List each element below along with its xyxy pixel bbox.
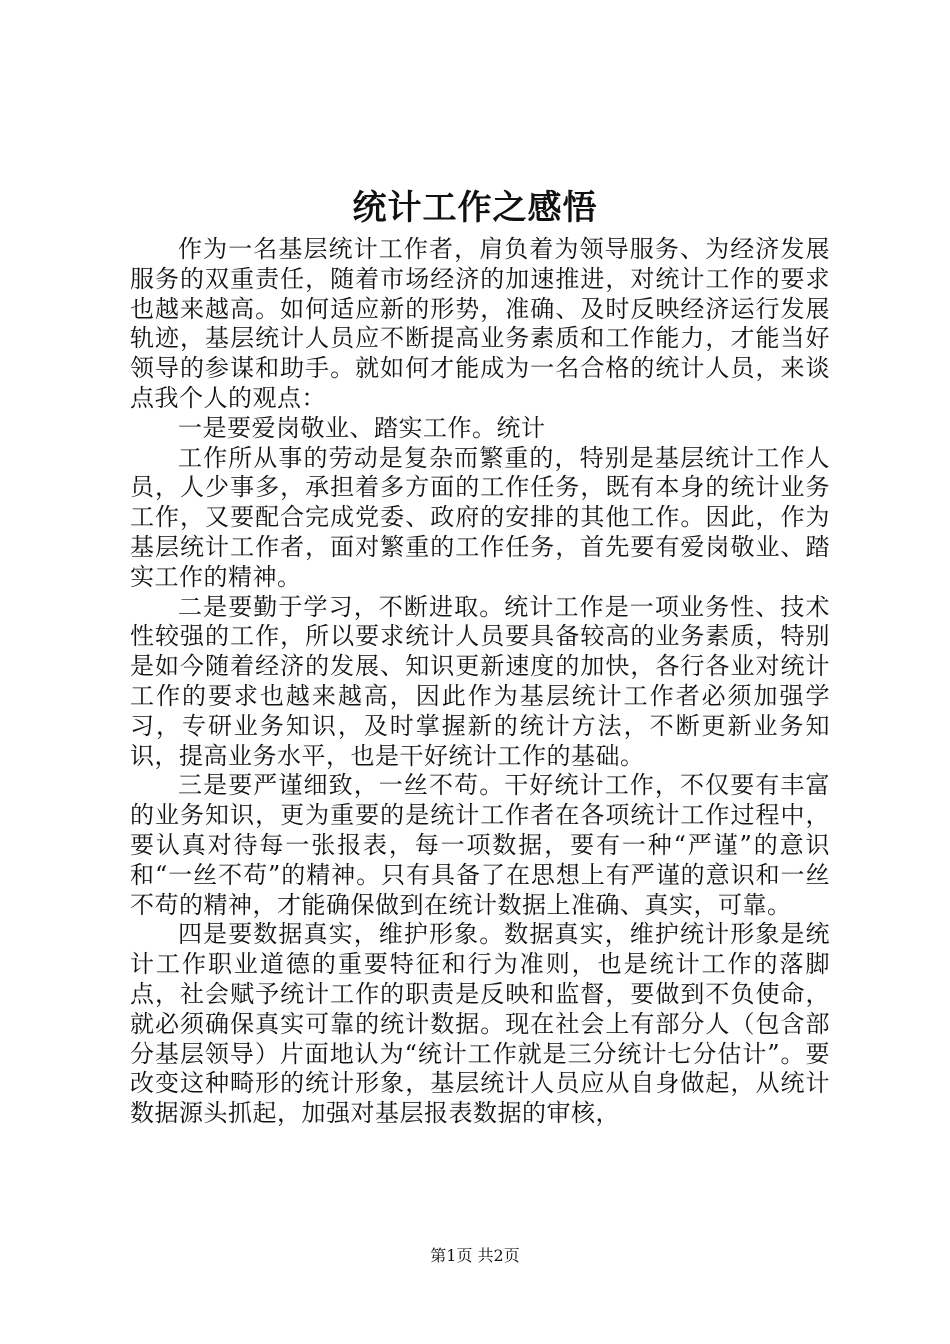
paragraph-point-2: 二是要勤于学习，不断进取。统计工作是一项业务性、技术性较强的工作，所以要求统计人员要具备较高的业务素质，特别是如今随着经济的发展、知识更新速度的加快，各行各业对统计工作的要求也越来越高，因此作为基层统计工作者必须加强学习，专研业务知识，及时掌握新的统计方法，不断更新业务知识，提高业务水平，也是干好统计工作的基础。 [130,592,830,770]
paragraph-point-4: 四是要数据真实，维护形象。数据真实，维护统计形象是统计工作职业道德的重要特征和行为准则，也是统计工作的落脚点，社会赋予统计工作的职责是反映和监督，要做到不负使命，就必须确保真实可靠的统计数据。现在社会上有部分人（包含部分基层领导）片面地认为“统计工作就是三分统计七分估计”。要改变这种畸形的统计形象，基层统计人员应从自身做起，从统计数据源头抓起，加强对基层报表数据的审核， [130,920,830,1128]
document-body [130,235,830,1129]
page-footer: 第1页 共2页 [430,1246,520,1265]
paragraph-point-3: 三是要严谨细致，一丝不苟。干好统计工作，不仅要有丰富的业务知识，更为重要的是统计工作者在各项统计工作过程中，要认真对待每一张报表，每一项数据，要有一种“严谨”的意识和“一丝不苟”的精神。只有具备了在思想上有严谨的意识和一丝不苟的精神，才能确保做到在统计数据上准确、真实，可靠。 [130,771,830,919]
paragraph-point-1-body: 工作所从事的劳动是复杂而繁重的，特别是基层统计工作人员，人少事多，承担着多方面的工作任务，既有本身的统计业务工作，又要配合完成党委、政府的安排的其他工作。因此，作为基层统计工作者，面对繁重的工作任务，首先要有爱岗敬业、踏实工作的精神。 [130,443,830,591]
paragraph-intro: 作为一名基层统计工作者，肩负着为领导服务、为经济发展服务的双重责任，随着市场经济的加速推进，对统计工作的要求也越来越高。如何适应新的形势，准确、及时反映经济运行发展轨迹，基层统计人员应不断提高业务素质和工作能力，才能当好领导的参谋和助手。就如何才能成为一名合格的统计人员，来谈点我个人的观点： [130,235,830,412]
paragraph-point-1-heading: 一是要爱岗敬业、踏实工作。统计 [178,413,546,442]
page-title: 统计工作之感悟 [352,188,598,228]
